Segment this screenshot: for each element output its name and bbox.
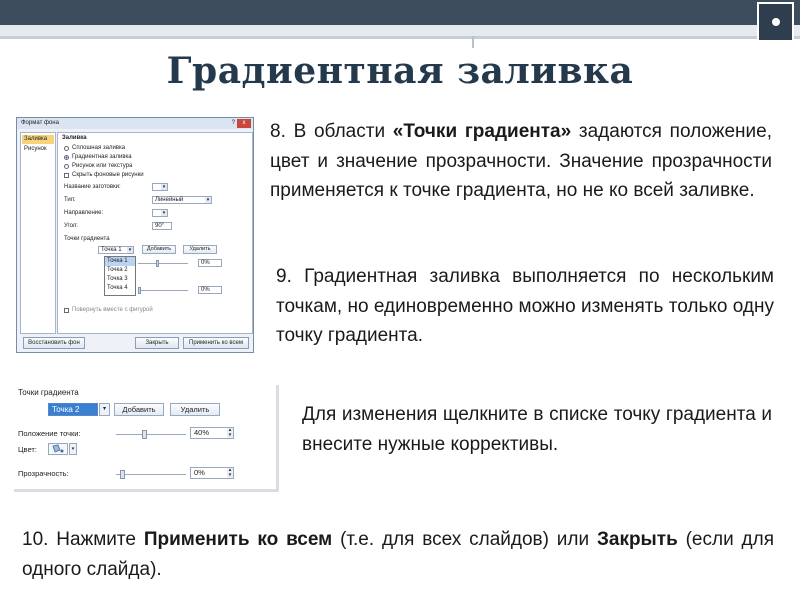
radio-icon (64, 146, 69, 151)
header-band (0, 0, 800, 25)
paragraph-10 (22, 525, 774, 584)
gradient-stops-panel (14, 385, 279, 492)
chevron-down-icon: ▾ (162, 210, 166, 216)
text-run: 8. В области (270, 121, 393, 142)
hide-background-checkbox[interactable] (64, 172, 144, 178)
dialog-panel (57, 132, 253, 334)
stop-value: Точка 1 (101, 247, 122, 253)
preset-label: Название заготовки: (64, 184, 121, 190)
bold-term: «Точки градиента» (392, 121, 572, 142)
type-dropdown[interactable] (152, 196, 212, 204)
transparency-slider[interactable] (116, 474, 186, 475)
stops-label: Точки градиента (64, 236, 110, 242)
position-input[interactable]: 0% (198, 259, 222, 267)
angle-input[interactable]: 90° (152, 222, 172, 230)
apply-to-all-button[interactable]: Применить ко всем (183, 337, 249, 349)
restore-background-button[interactable]: Восстановить фон (23, 337, 85, 349)
list-item[interactable]: Точка 3 (107, 276, 128, 282)
preset-dropdown[interactable] (152, 183, 168, 191)
radio-icon (64, 164, 69, 169)
section-heading: Точки градиента (18, 388, 79, 397)
type-row (64, 197, 76, 203)
radio-checked-icon (64, 155, 69, 160)
position-slider[interactable] (116, 434, 186, 435)
list-item[interactable]: Точка 2 (107, 267, 128, 273)
paint-bucket-icon (49, 444, 67, 454)
direction-label: Направление: (64, 210, 104, 216)
text-run: 10. Нажмите (22, 529, 144, 550)
stop-list-popup (104, 256, 136, 296)
format-background-dialog (16, 117, 254, 353)
corner-badge (757, 2, 794, 42)
option-label: Сплошная заливка (72, 145, 126, 151)
chevron-down-icon[interactable]: ▾ (69, 443, 77, 455)
preset-row (64, 184, 121, 190)
stop-dropdown[interactable] (98, 246, 134, 254)
chevron-down-icon: ▾ (162, 184, 166, 190)
transparency-label: Прозрачность: (18, 469, 69, 478)
paragraph-change-stop: Для изменения щелкните в списке точку градиента и внесите нужные коррективы. (302, 404, 772, 455)
transparency-input[interactable] (190, 467, 234, 479)
direction-row (64, 210, 103, 216)
close-button[interactable]: Закрыть (135, 337, 179, 349)
angle-row (64, 223, 78, 229)
checkbox-icon (64, 173, 69, 178)
type-label: Тип: (64, 197, 76, 203)
spinner-arrows-icon[interactable]: ▴ ▾ (228, 467, 232, 478)
help-icon[interactable]: ? (231, 120, 235, 126)
header-band-light (0, 25, 800, 36)
transparency-slider[interactable] (138, 290, 188, 291)
slider-thumb[interactable] (156, 260, 159, 267)
option-solid[interactable] (64, 145, 125, 151)
position-slider[interactable] (138, 263, 188, 264)
bold-term: Применить ко всем (143, 529, 333, 550)
remove-stop-button[interactable]: Удалить (183, 245, 217, 254)
transparency-value: 0% (194, 468, 205, 477)
checkbox-icon (64, 308, 69, 313)
sidebar-item-picture[interactable]: Рисунок (24, 146, 47, 152)
list-item[interactable]: Точка 4 (107, 285, 128, 291)
checkbox-label: Повернуть вместе с фигурой (72, 307, 153, 313)
position-value: 40% (194, 428, 210, 437)
section-heading: Заливка (62, 135, 87, 141)
chevron-down-icon: ▾ (206, 197, 210, 203)
stops-row (64, 236, 110, 242)
text-run: (если для одного слайда). (22, 529, 774, 580)
transparency-input[interactable]: 0% (198, 286, 222, 294)
option-picture[interactable] (64, 163, 132, 169)
type-value: Линейный (155, 197, 184, 203)
slider-thumb[interactable] (138, 287, 141, 294)
add-stop-button[interactable]: Добавить (114, 403, 164, 416)
text-run: (т.е. для всех слайдов) или (332, 529, 597, 550)
spinner-arrows-icon[interactable]: ▴ ▾ (228, 427, 232, 438)
chevron-down-icon[interactable]: ▾ (99, 403, 110, 416)
option-gradient[interactable] (64, 154, 132, 160)
checkbox-label: Скрыть фоновые рисунки (72, 172, 144, 178)
slide-title: Градиентная заливка (166, 50, 634, 92)
angle-label: Угол: (64, 223, 78, 229)
sidebar-item-fill[interactable]: Заливка (22, 135, 54, 144)
position-input[interactable] (190, 427, 234, 439)
header-divider (0, 36, 800, 39)
option-label: Градиентная заливка (72, 154, 132, 160)
paragraph-8 (270, 117, 772, 206)
slider-thumb[interactable] (120, 470, 125, 479)
add-stop-button[interactable]: Добавить (142, 245, 176, 254)
paragraph-9: 9. Градиентная заливка выполняется по нескольким точкам, но единовременно можно изменять только одну точку градиента. (276, 266, 774, 346)
color-picker-button[interactable] (48, 443, 68, 455)
color-label: Цвет: (18, 445, 37, 454)
option-label: Рисунок или текстура (72, 163, 133, 169)
slider-thumb[interactable] (142, 430, 147, 439)
dot-icon (772, 18, 780, 26)
direction-dropdown[interactable] (152, 209, 168, 217)
rotate-with-shape-checkbox[interactable] (64, 307, 153, 313)
close-icon[interactable]: x (237, 119, 251, 128)
dialog-sidebar (20, 132, 56, 334)
chevron-down-icon: ▾ (128, 247, 132, 253)
dialog-titlebar (17, 118, 253, 129)
stop-dropdown[interactable]: Точка 2 (48, 403, 98, 416)
list-item[interactable]: Точка 1 (105, 257, 135, 266)
position-label: Положение точки: (18, 429, 81, 438)
dialog-title: Формат фона (21, 120, 59, 126)
header-tick (472, 36, 474, 48)
bold-term: Закрыть (596, 529, 678, 550)
text-run: задаются положение, цвет и значение прозрачности. Значение прозрачности применяется к точке градиента, но не ко всей заливке. (270, 121, 773, 201)
remove-stop-button[interactable]: Удалить (170, 403, 220, 416)
